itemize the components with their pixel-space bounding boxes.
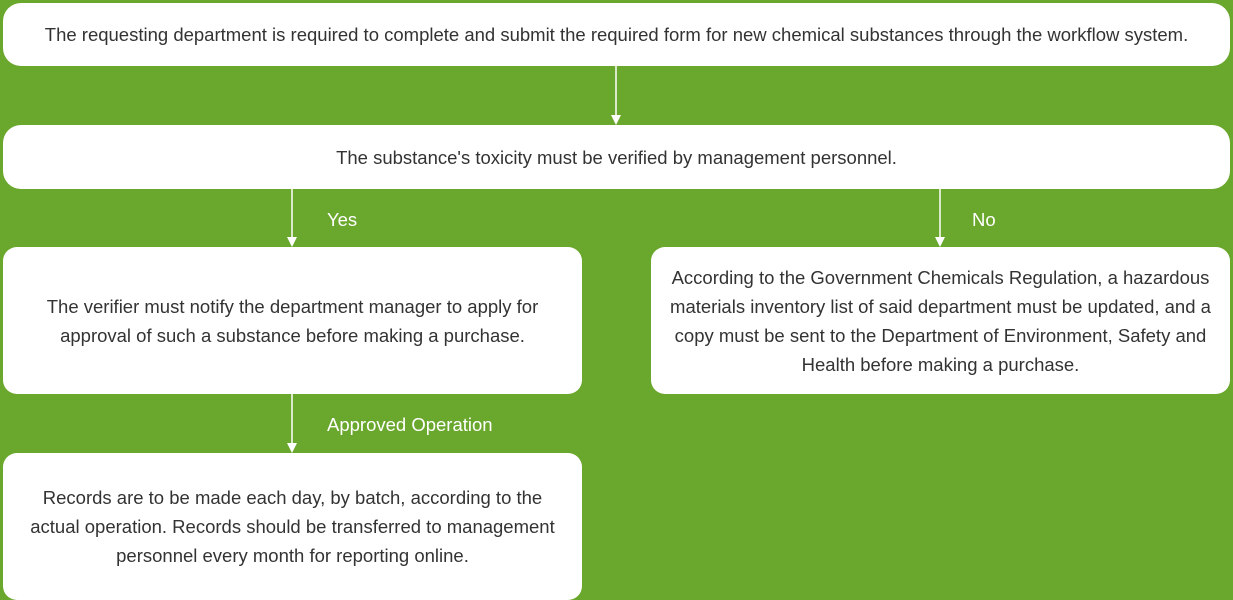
branch-no-label: No <box>972 209 996 230</box>
arrowhead-yes-to-records <box>287 443 297 453</box>
step-daily-records-text: Records are to be made each day, by batch, according to the actual operation. Records should be transferred to management personnel every month for reporting online. <box>30 487 555 566</box>
step-notify-manager-text: The verifier must notify the department manager to apply for approval of such a substance before making a purchase. <box>46 295 539 346</box>
branch-yes-label: Yes <box>327 209 358 230</box>
step-daily-records <box>3 453 582 600</box>
step-update-inventory-text: According to the Government Chemicals Regulation, a hazardous materials inventory list of said department must be updated, and a copy must be sent to the Department of Environment, Safety and Health before making a purchase. <box>670 266 1211 375</box>
arrowhead-verify-to-no <box>935 237 945 247</box>
step-verify-toxicity-text: The substance's toxicity must be verified by management personnel. <box>336 146 897 168</box>
step-update-inventory <box>651 247 1230 394</box>
step-submit-form-text: The requesting department is required to complete and submit the required form for new chemical substances through the workflow system. <box>44 24 1189 45</box>
arrowhead-submit-to-verify <box>611 115 621 125</box>
arrowhead-verify-to-yes <box>287 237 297 247</box>
step-submit-form <box>3 3 1230 66</box>
approved-operation-label: Approved Operation <box>327 414 493 435</box>
step-verify-toxicity <box>3 125 1230 189</box>
step-notify-manager <box>3 247 582 394</box>
